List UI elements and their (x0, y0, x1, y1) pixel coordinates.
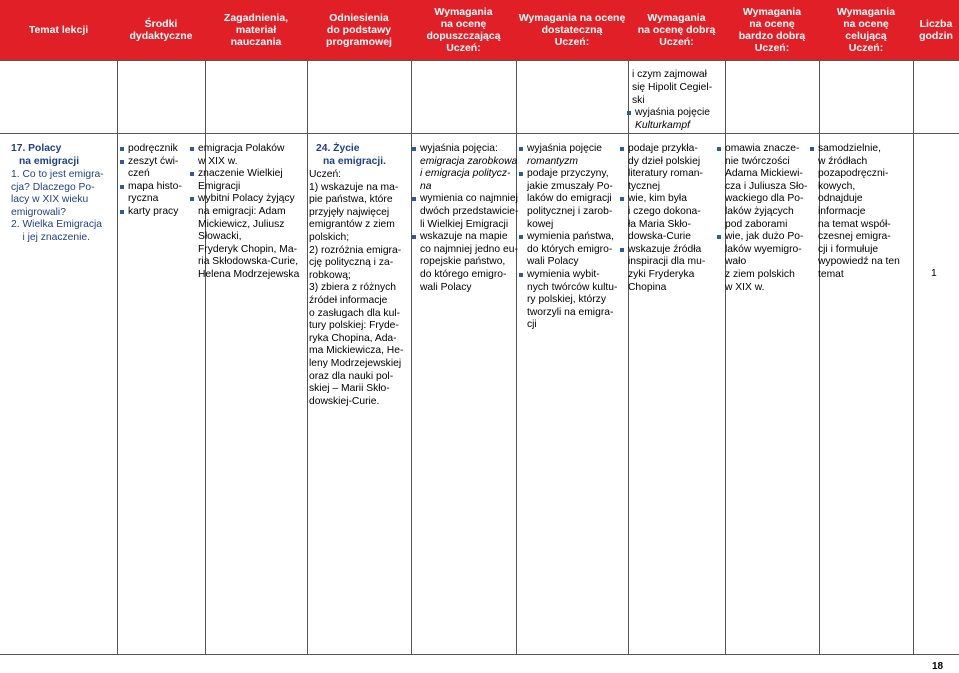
header-grade-4: Wymagania na ocenę dobrą Uczeń: (637, 12, 716, 48)
list-item: znaczenie Wielkiej Emigracji (189, 168, 299, 193)
issues-list (189, 143, 299, 282)
grade-3-list (518, 143, 617, 332)
lesson-question: 1. Co to jest emigra- cja? Dlaczego Po- lacy w XIX wieku emigrowali? (11, 169, 104, 218)
grade-4-list (619, 143, 705, 294)
resources-list (119, 143, 182, 219)
grade-2-list (411, 143, 518, 294)
list-item: omawia znacze- nie twórczości Adama Mickiewi- cza i Juliusza Sło- wackiego dla Po- laków żyjących pod zaborami (716, 143, 807, 231)
list-item: wskazuje na mapie co najmniej jedno eu- ropejskie państwo, do którego emigro- wali Polacy (411, 231, 518, 294)
hours-value: 1 (931, 268, 937, 279)
list-item: wie, jak dużo Po- laków wyemigro- wało z ziem polskich w XIX w. (716, 231, 807, 294)
page-number: 18 (932, 661, 944, 672)
continuation-bullets (626, 107, 710, 132)
rule-row-separator (0, 133, 959, 134)
header-grade-2: Wymagania na ocenę dopuszczającą Uczeń: (426, 6, 501, 54)
continuation-line: się Hipolit Cegiel- (632, 82, 713, 93)
header-hours: Liczba godzin (919, 18, 953, 42)
list-item: wyjaśnia pojęcie Kulturkampf (626, 107, 710, 132)
list-item: wymienia państwa, do których emigro- wali Polacy (518, 231, 617, 269)
header-topic: Temat lekcji (28, 24, 89, 36)
rule-top (0, 60, 959, 61)
curriculum-heading: na emigracji. (323, 156, 386, 167)
continuation-line: i czym zajmował (632, 69, 707, 80)
rule-bottom (0, 654, 959, 655)
list-item: samodzielnie, w źródłach pozapodręczni- kowych, odnajduje informacje na temat współ- czesnej emigra- cji i formułuje wypowiedź na ten temat (809, 143, 900, 282)
curriculum-heading: 24. Życie (316, 143, 360, 154)
header-grade-5: Wymagania na ocenę bardzo dobrą Uczeń: (738, 6, 806, 54)
continuation-line: ski (632, 95, 645, 106)
list-item: wskazuje źródła inspiracji dla mu- zyki Fryderyka Chopina (619, 244, 705, 294)
grade-6-list (809, 143, 900, 282)
header-resources: Środki dydaktyczne (129, 18, 193, 42)
header-curriculum: Odniesienia do podstawy programowej (326, 12, 392, 48)
header-issues: Zagadnienia, materiał nauczania (223, 12, 289, 48)
col-divider (307, 60, 308, 654)
list-item: podaje przyczyny, jakie zmuszały Po- laków do emigracji politycznej i zarob- kowej (518, 168, 617, 231)
lesson-title: na emigracji (19, 156, 80, 167)
lesson-title: 17. Polacy (11, 143, 62, 154)
curriculum-body: Uczeń: 1) wskazuje na ma- pie państwa, które przyjęły najwięcej emigrantów z ziem polskich; 2) rozróżnia emigra- cję polityczną i za- robkową; 3) zbiera z różnych źródeł informacje o zasługach dla kul- tury polskiej: Fryde- ryka Chopina, Ada- ma Mickiewicza, He- leny Modrzejewskiej oraz dla nauki pol- skiej – Marii Skło- dowskiej-Curie. (309, 169, 404, 407)
col-divider (913, 60, 914, 654)
lesson-question: 2. Wielka Emigracja i jej znaczenie. (11, 219, 102, 243)
list-item: podręcznik (119, 143, 182, 156)
list-item: podaje przykła- dy dzieł polskiej literatury roman- tycznej (619, 143, 705, 193)
list-item: emigracja Polaków w XIX w. (189, 143, 299, 168)
list-item: wybitni Polacy żyjący na emigracji: Adam Mickiewicz, Juliusz Słowacki, Fryderyk Chopin, Ma- ria Skłodowska-Curie, Helena Modrzejewska (189, 193, 299, 281)
table-header (0, 0, 959, 60)
col-divider (117, 60, 118, 654)
list-item: wyjaśnia pojęcie romantyzm (518, 143, 617, 168)
header-grade-3: Wymagania na ocenę dostateczną Uczeń: (518, 12, 626, 48)
header-grade-6: Wymagania na ocenę celującą Uczeń: (836, 6, 896, 54)
list-item: wymienia wybit- nych twórców kultu- ry polskiej, którzy tworzyli na emigra- cji (518, 269, 617, 332)
grade-5-list (716, 143, 807, 294)
list-item: wymienia co najmniej dwóch przedstawicie- li Wielkiej Emigracji (411, 193, 518, 231)
list-item: wie, kim była i czego dokona- ła Maria Skło- dowska-Curie (619, 193, 705, 243)
list-item: wyjaśnia pojęcia: emigracja zarobkowa i emigracja politycz- na (411, 143, 518, 193)
list-item: karty pracy (119, 206, 182, 219)
list-item: zeszyt ćwi- czeń (119, 156, 182, 181)
list-item: mapa histo- ryczna (119, 181, 182, 206)
